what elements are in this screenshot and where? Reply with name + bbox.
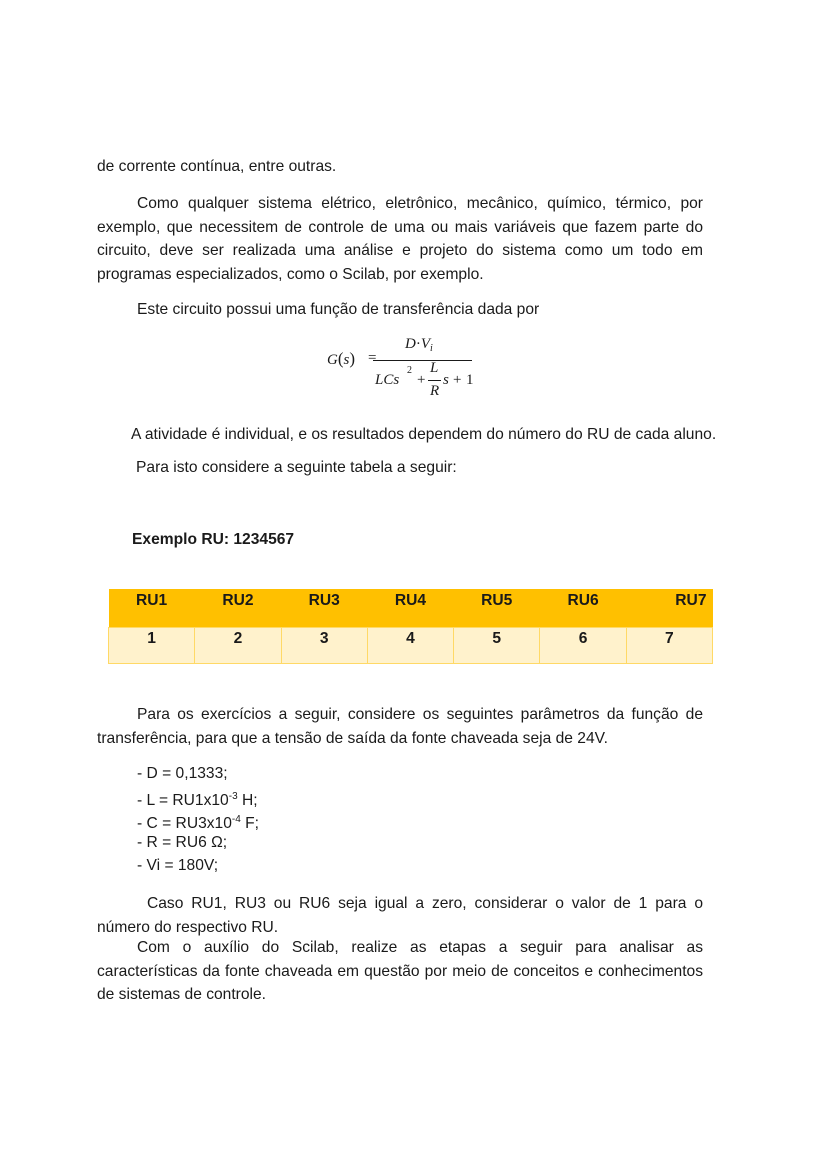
formula-one: 1 [466, 372, 474, 388]
param-vi: - Vi = 180V; [137, 857, 219, 874]
ru-value-cell: 5 [454, 627, 540, 663]
formula-plus-1: + [417, 372, 426, 388]
formula-r-under: R [430, 383, 440, 399]
paragraph-scilab-steps: Com o auxílio do Scilab, realize as etapas a seguir para analisar as características da fonte chaveada em questão por meio de conceitos e conhecimentos de sistemas de controle. [97, 939, 703, 1003]
ru-header-cell: RU2 [195, 589, 281, 627]
formula-plus-2: + [453, 372, 462, 388]
paragraph-exercise-parameters: Para os exercícios a seguir, considere os seguintes parâmetros da função de transferência, para que a tensão de saída da fonte chaveada seja de 24V. [97, 706, 703, 747]
ru-header-cell: RU5 [454, 589, 540, 627]
paragraph-ru-zero-rule: Caso RU1, RU3 ou RU6 seja igual a zero, considerar o valor de 1 para o número do respectivo RU. [97, 895, 703, 936]
param-c-suffix: F; [240, 815, 260, 833]
formula-lhs: G(s) [327, 349, 356, 368]
transfer-function-formula [325, 336, 485, 406]
formula-equals: = [368, 350, 377, 366]
ru-table [108, 589, 713, 664]
paragraph-individual-activity: A atividade é individual, e os resultados dependem do número do RU de cada aluno. [131, 426, 717, 443]
ru-header-cell: RU7 [626, 589, 712, 627]
ru-value-cell: 7 [626, 627, 712, 663]
param-c [137, 810, 259, 834]
ru-value-cell: 1 [109, 627, 195, 663]
formula-sub-i: i [430, 343, 433, 354]
formula-numerator [405, 336, 433, 354]
param-d: - D = 0,1333; [137, 765, 228, 782]
ru-value-cell: 2 [195, 627, 281, 663]
ru-table-header-row [109, 589, 713, 627]
formula-s-den: s [443, 372, 449, 388]
ru-table-value-row [109, 627, 713, 663]
formula-fraction-bar [373, 360, 472, 361]
ru-header-cell: RU6 [540, 589, 626, 627]
paragraph-consider-table: Para isto considere a seguinte tabela a seguir: [136, 459, 457, 476]
formula-sup-2: 2 [407, 365, 412, 376]
paragraph-transfer-function-intro: Este circuito possui uma função de transferência dada por [137, 301, 540, 318]
formula-l-over: L [430, 360, 439, 376]
param-c-prefix: - C = RU3x10 [137, 815, 232, 833]
ru-value-cell: 4 [367, 627, 453, 663]
paragraph-control-systems: Como qualquer sistema elétrico, eletrônico, mecânico, químico, térmico, por exemplo, que necessitem de controle de uma ou mais variáveis que fazem parte do circuito, deve ser realizada uma análise e projeto do sistema como um todo em programas especializados, como o Scilab, por exemplo. [97, 195, 703, 283]
param-l-suffix: H; [237, 792, 258, 810]
formula-v: V [420, 336, 431, 352]
ru-header-cell: RU4 [367, 589, 453, 627]
formula-s: s [343, 352, 350, 368]
example-ru-heading: Exemplo RU: 1234567 [132, 531, 295, 548]
formula-g: G [327, 352, 338, 368]
formula-dot: · [415, 336, 421, 352]
formula-d: D [405, 336, 416, 352]
paragraph-intro-end: de corrente contínua, entre outras. [97, 158, 337, 175]
param-c-exponent: -4 [231, 814, 241, 825]
ru-header-cell: RU1 [109, 589, 195, 627]
param-l [137, 787, 258, 811]
param-l-prefix: - L = RU1x10 [137, 792, 229, 810]
ru-value-cell: 3 [281, 627, 367, 663]
formula-lcs: LCs [375, 372, 400, 388]
ru-value-cell: 6 [540, 627, 626, 663]
formula-inner-fraction-bar [428, 380, 441, 381]
ru-header-cell: RU3 [281, 589, 367, 627]
param-r: - R = RU6 Ω; [137, 834, 228, 851]
param-l-exponent: -3 [228, 791, 238, 802]
